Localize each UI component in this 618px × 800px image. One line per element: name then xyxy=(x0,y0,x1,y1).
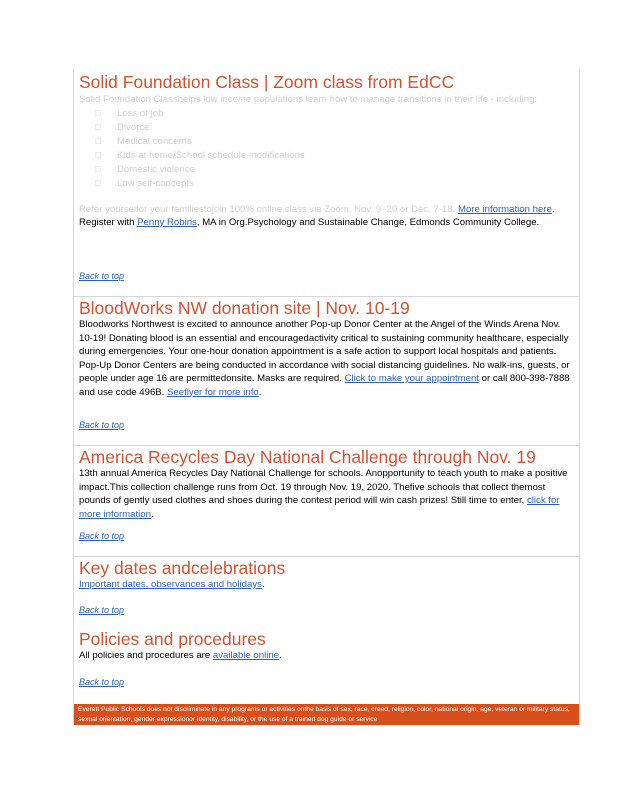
penny-robins-link[interactable]: Penny Robins xyxy=(137,217,197,228)
more-information-link[interactable]: click for more information xyxy=(79,495,560,520)
section-solid-foundation xyxy=(74,70,579,230)
nondiscrimination-footer: Everett Public Schools does not discriminate in any programs or activities onthe basis of sex, race, creed, religion, color, national origin, age, veteran or military status, sexual orientation, gender expressionor identity, disability, or the use of a trained dog guide or service xyxy=(74,704,579,725)
list-item: □ Low self-concepts xyxy=(95,177,194,189)
section-title: BloodWorks NW donation site | Nov. 10-19 xyxy=(79,298,410,318)
section-body: Refer yourselfor your familiestojoin 100% online class via Zoom, Nov. 9–20 or Dec. 7-18. More information here. Register with Penny Robins, MA in Org.Psychology and Sustainable Change, Edmonds Community College. xyxy=(79,203,555,228)
bullet-list xyxy=(79,107,574,191)
section-body: 13th annual America Recycles Day National Challenge for schools. Anopportunity to teach youth to make a positive impact.This collection challenge runs from Oct. 19 through Nov. 19, 2020. Thefive schools that collect themost pounds of gently used clothes and shoes during the contest period will win cash prizes! Still time to enter, click for more information. xyxy=(79,468,568,520)
back-to-top-link[interactable]: Back to top xyxy=(79,271,125,281)
back-to-top-link[interactable]: Back to top xyxy=(79,677,125,687)
section-title: Policies and procedures xyxy=(79,629,266,649)
section-body: Bloodworks Northwest is excited to announce another Pop-up Donor Center at the Angel of the Winds Arena Nov. 10-19! Donating blood is an essential and encouragedactivity critical to sustaining community healthcare, especially during emergencies. Your one-hour donation appointment is a safe action to support local hospitals and patients. Pop-Up Donor Centers are being conducted in accordance with social distancing guidelines. No walk-ins, guests, or people under age 16 are permittedonsite. Masks are required. Click to make your appointment or call 800-398-7888 and use code 496B. Seeflyer for more info. xyxy=(79,319,570,398)
section-america-recycles xyxy=(74,445,579,521)
section-body: All policies and procedures are available online. xyxy=(79,650,282,661)
list-item: □ Kids at home/School schedule modifications xyxy=(95,149,305,161)
list-item: □ Divorce xyxy=(95,121,150,133)
bullet-icon: □ xyxy=(95,121,101,133)
section-title: Solid Foundation Class | Zoom class from EdCC xyxy=(79,72,455,92)
bullet-icon: □ xyxy=(95,135,101,147)
section-policies xyxy=(74,629,579,663)
section-intro: Solid Foundation Classhelps low income populations learn how to manage transitions in their life - including: xyxy=(79,94,538,105)
newsletter-page xyxy=(73,70,580,725)
bullet-icon: □ xyxy=(95,149,101,161)
section-bloodworks xyxy=(74,296,579,399)
back-to-top-link[interactable]: Back to top xyxy=(79,531,125,541)
section-title: Key dates andcelebrations xyxy=(79,558,286,578)
appointment-link[interactable]: Click to make your appointment xyxy=(344,373,479,384)
important-dates-link[interactable]: Important dates, observances and holidays xyxy=(79,579,262,590)
more-information-link[interactable]: More information here xyxy=(457,203,552,215)
list-item: □ Medical concerns xyxy=(95,135,192,147)
back-to-top-link[interactable]: Back to top xyxy=(79,420,125,430)
bullet-icon: □ xyxy=(95,177,101,189)
list-item: □ Loss of job xyxy=(95,107,164,119)
bullet-icon: □ xyxy=(95,163,101,175)
back-to-top-link[interactable]: Back to top xyxy=(79,605,125,615)
section-body: Important dates, observances and holidays. xyxy=(79,579,265,590)
bullet-icon: □ xyxy=(95,107,101,119)
list-item: □ Domestic violence xyxy=(95,163,195,175)
section-key-dates xyxy=(74,556,579,592)
section-title: America Recycles Day National Challenge through Nov. 19 xyxy=(79,447,536,467)
flyer-link[interactable]: Seeflyer for more info xyxy=(167,386,259,398)
available-online-link[interactable]: available online xyxy=(212,650,280,661)
